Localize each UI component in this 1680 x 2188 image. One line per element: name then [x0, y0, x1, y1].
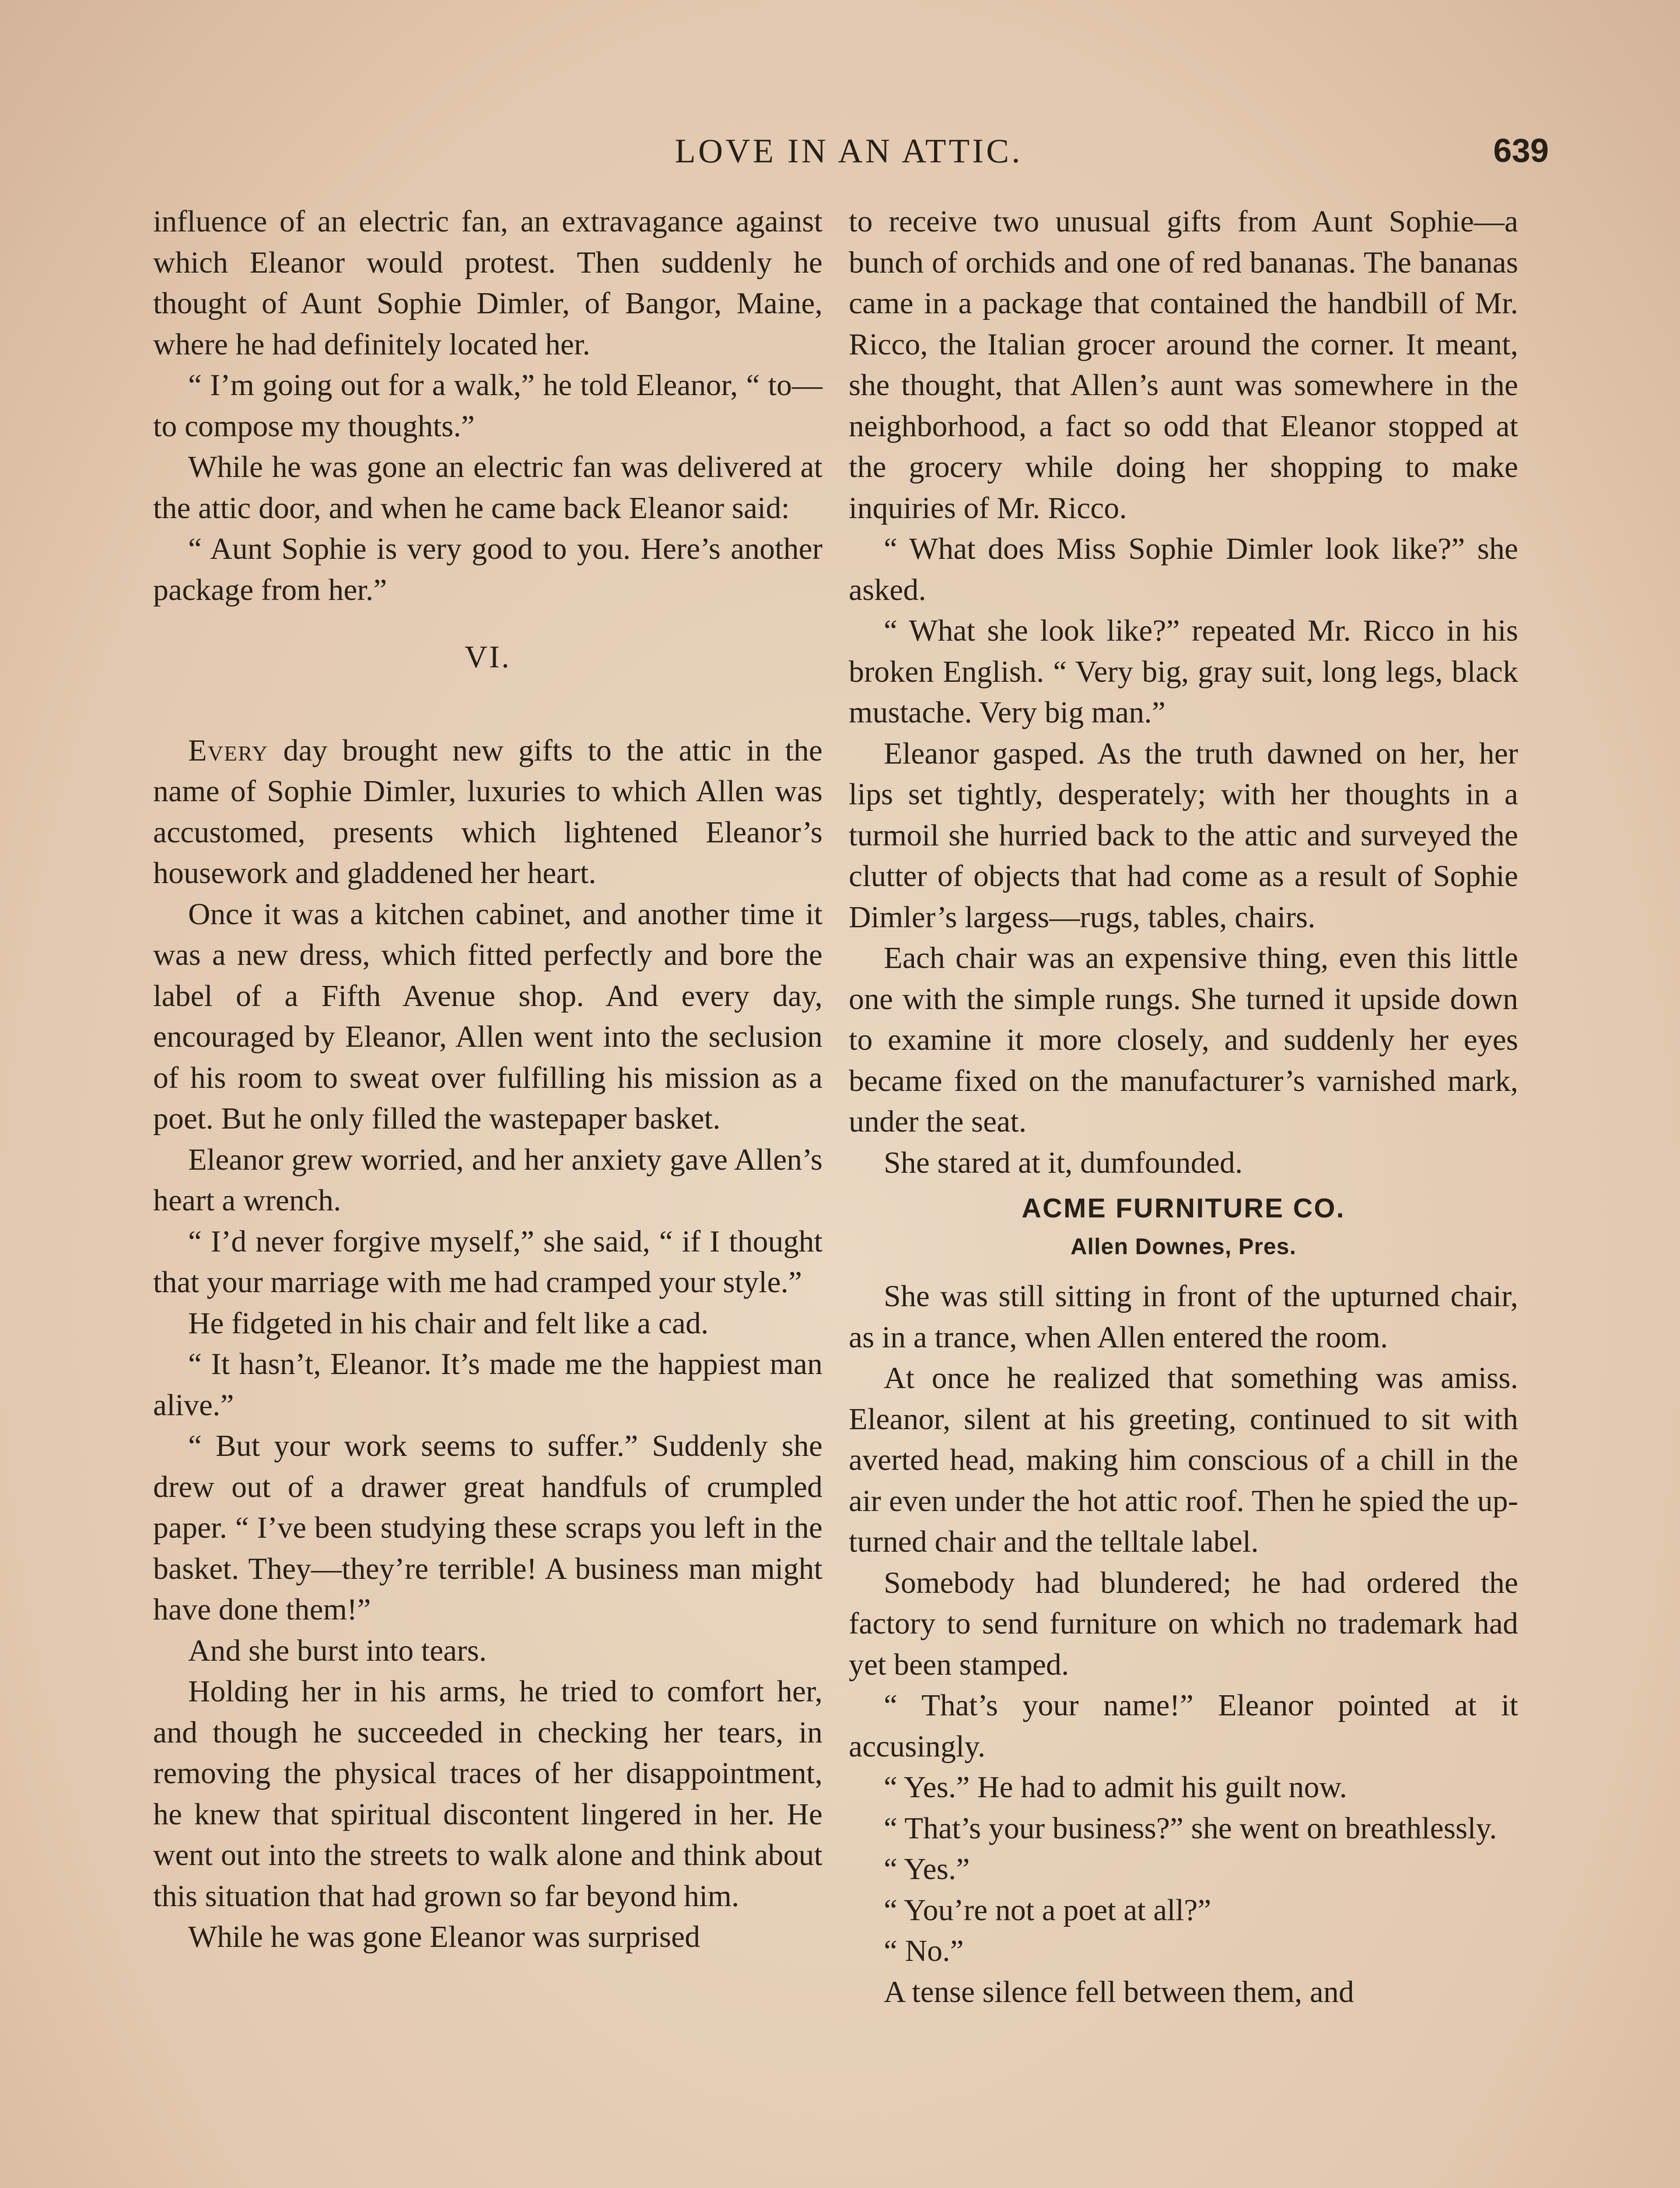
paragraph: “ That’s your business?” she went on breathlessly.: [884, 1811, 1497, 1845]
paragraph: Each chair was an expensive thing, even this little one with the simple rungs. She turned it upside down to examine it more closely, and suddenly her eyes became fixed on the manufacturer’s varnished mark, under the seat.: [849, 941, 1518, 1139]
paragraph: “ But your work seems to suffer.” Suddenly she drew out of a drawer great handfuls of crumpled paper. “ I’ve been studying these scraps you left in the basket. They—they’re terrible! A business man might have done them!”: [153, 1429, 822, 1627]
furniture-label: [849, 1189, 1518, 1265]
right-column: [849, 201, 1518, 2013]
paragraph: She stared at it, dumfounded.: [884, 1146, 1243, 1180]
paragraph: Eleanor gasped. As the truth dawned on her, her lips set tightly, desperately; with her thoughts in a turmoil she hurried back to the attic and surveyed the clutter of objects that had come as a result of Sophie Dimler’s largess—rugs, tables, chairs.: [849, 736, 1518, 934]
left-column: [153, 201, 822, 1958]
paragraph: “ Yes.”: [884, 1852, 970, 1886]
paragraph: to receive two unusual gifts from Aunt Sophie—a bunch of orchids and one of red bananas. The bananas came in a package that contained the handbill of Mr. Ricco, the Italian grocer around the corner. It meant, she thought, that Allen’s aunt was somewhere in the neighborhood, a fact so odd that Eleanor stopped at the grocery while doing her shopping to make inquiries of Mr. Ricco.: [849, 205, 1518, 525]
chapter-first-word: Every: [188, 733, 269, 768]
chapter-first-paragraph-text: day brought new gifts to the attic in the name of Sophie Dimler, luxuries to which Allen was accustomed, presents which lightened Eleanor’s housework and gladdened her heart.: [153, 733, 822, 890]
paragraph: He fidgeted in his chair and felt like a cad.: [188, 1306, 709, 1340]
paragraph: And she burst into tears.: [188, 1634, 487, 1668]
chapter-first-paragraph: [153, 730, 822, 894]
label-president-name: Allen Downes, Pres.: [1070, 1234, 1297, 1259]
paragraph: While he was gone Eleanor was surprised: [188, 1920, 700, 1954]
page-header: [0, 127, 1680, 179]
paragraph: “ That’s your name!” Eleanor pointed at it accusingly.: [849, 1689, 1518, 1764]
paragraph: “ No.”: [884, 1934, 964, 1968]
paragraph: “ I’m going out for a walk,” he told Eleanor, “ to—to compose my thoughts.”: [153, 368, 822, 443]
paragraph: She was still sitting in front of the upturned chair, as in a trance, when Allen entered the room.: [849, 1280, 1518, 1354]
label-company-name: ACME FURNITURE CO.: [1022, 1193, 1345, 1224]
paragraph: “ Yes.” He had to admit his guilt now.: [884, 1771, 1347, 1804]
paragraph: influence of an electric fan, an extravagance against which Eleanor would protest. Then suddenly he thought of Aunt Sophie Dimler, of Bangor, Maine, where he had definitely located her.: [153, 205, 822, 361]
paragraph: Somebody had blundered; he had ordered the factory to send furniture on which no trademark had yet been stamped.: [849, 1566, 1518, 1682]
paragraph: Eleanor grew worried, and her anxiety gave Allen’s heart a wrench.: [153, 1143, 822, 1217]
paragraph: “ What does Miss Sophie Dimler look like?” she asked.: [849, 532, 1518, 607]
paragraph: At once he realized that something was amiss. Eleanor, silent at his greeting, continued to sit with averted head, making him conscious of a chill in the air even under the hot attic roof. Then he spied the upturned chair and the telltale label.: [849, 1361, 1518, 1559]
paragraph: “ I’d never forgive myself,” she said, “ if I thought that your marriage with me had cramped your style.”: [153, 1224, 822, 1299]
chapter-heading: VI.: [465, 639, 511, 674]
paragraph: Holding her in his arms, he tried to comfort her, and though he succeeded in checking her tears, in removing the physical traces of her disappointment, he knew that spiritual discontent lingered in her. He went out into the streets to walk alone and think about this situation that had grown so far beyond him.: [153, 1675, 822, 1913]
paragraph: “ You’re not a poet at all?”: [884, 1893, 1211, 1927]
paragraph: Once it was a kitchen cabinet, and another time it was a new dress, which fitted perfectly and bore the label of a Fifth Avenue shop. And every day, encouraged by Eleanor, Allen went into the seclusion of his room to sweat over fulfilling his mission as a poet. But he only filled the wastepaper basket.: [153, 897, 822, 1136]
paragraph: “ It hasn’t, Eleanor. It’s made me the happiest man alive.”: [153, 1347, 822, 1422]
page-number: 639: [1493, 132, 1549, 169]
paragraph: “ What she look like?” repeated Mr. Ricco in his broken English. “ Very big, gray suit, long legs, black mustache. Very big man.”: [849, 614, 1518, 729]
paragraph: “ Aunt Sophie is very good to you. Here’s another package from her.”: [153, 532, 822, 607]
running-title: LOVE IN AN ATTIC.: [675, 132, 1023, 170]
paragraph: While he was gone an electric fan was delivered at the attic door, and when he came back Eleanor said:: [153, 450, 822, 525]
paragraph: A tense silence fell between them, and: [884, 1975, 1354, 2009]
